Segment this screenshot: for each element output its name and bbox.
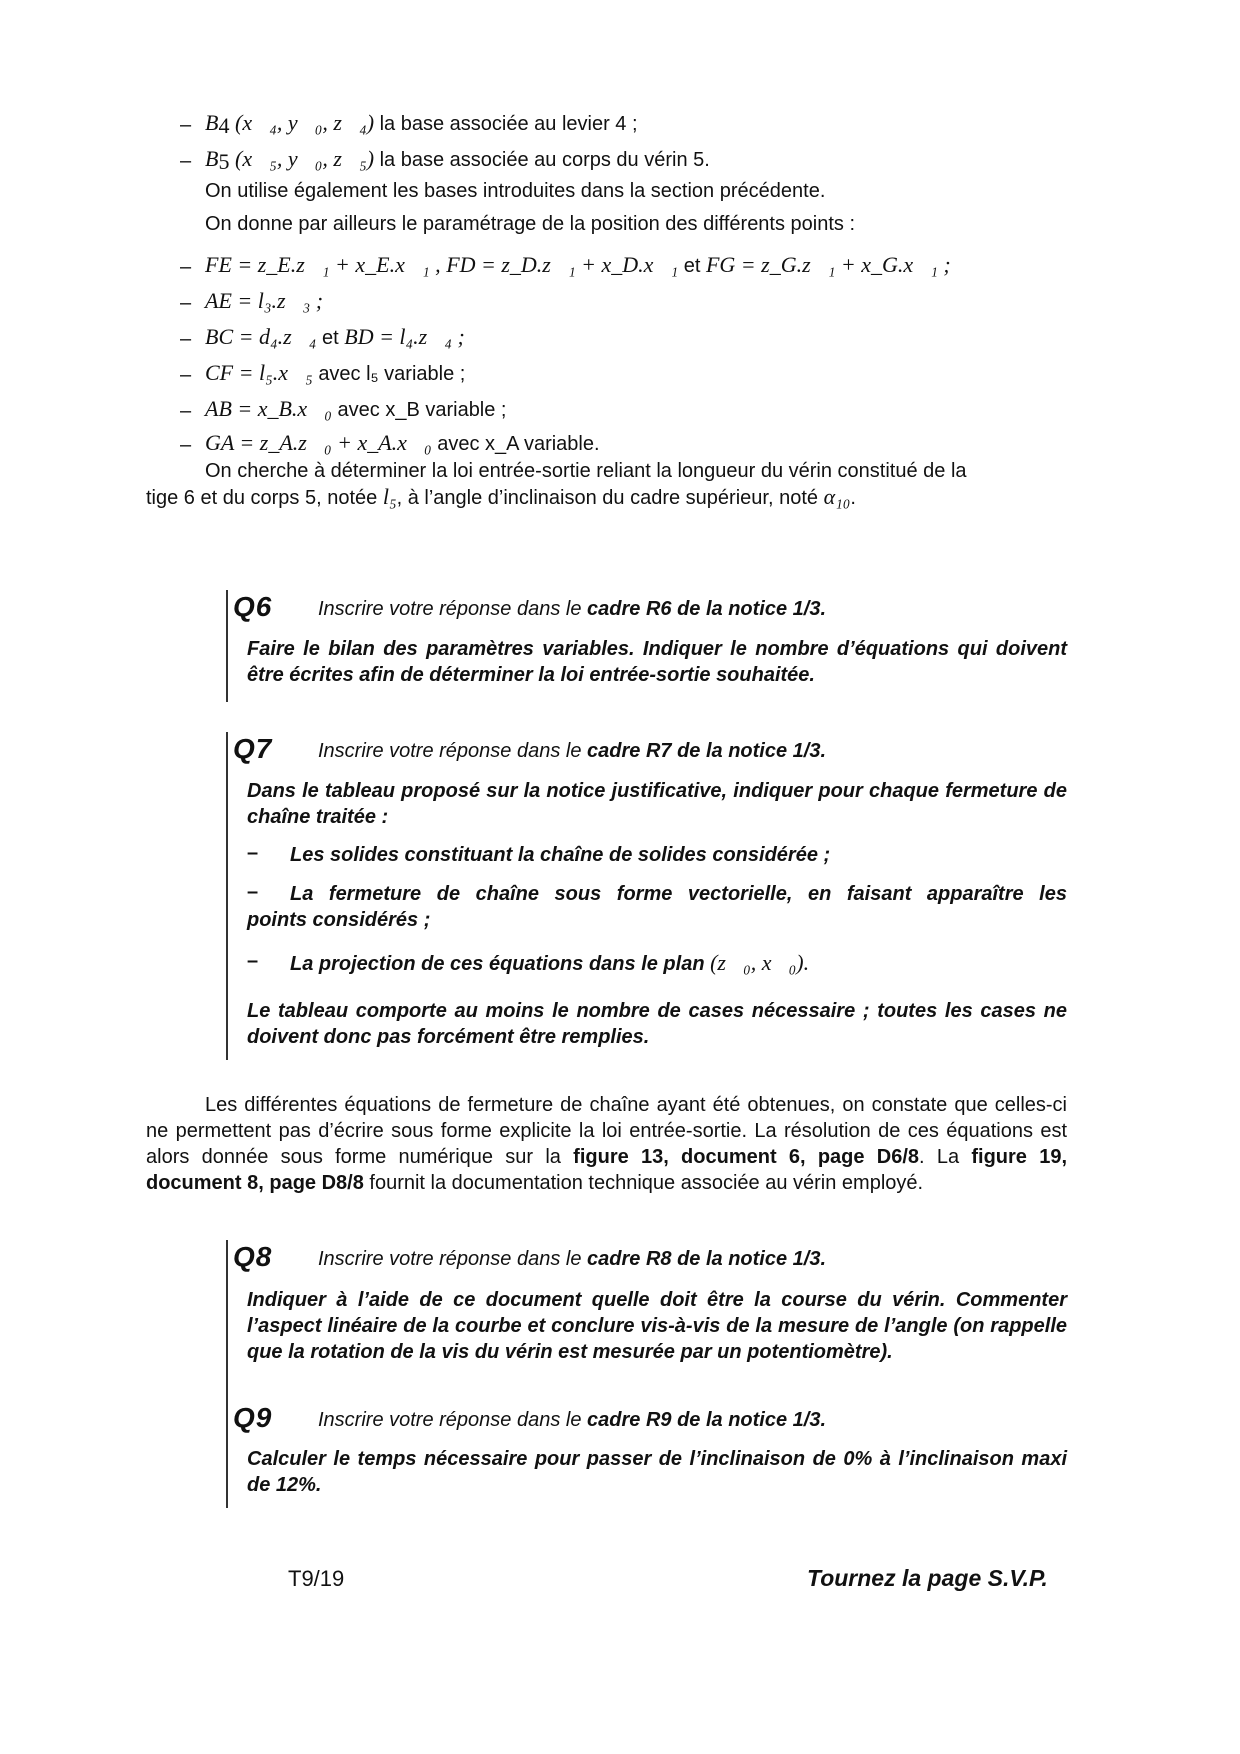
turn-page-note: Tournez la page S.V.P. (807, 1565, 1048, 1591)
vector-fe: FE = z_E.z⃗₁ + x_E.x⃗₁ , (205, 252, 441, 277)
conjunction: et (322, 327, 339, 349)
q7-item-3 (290, 950, 1067, 977)
question-box-q6 (226, 590, 228, 702)
vector-note: avec x_B variable ; (337, 399, 507, 421)
paragraph-text: fournit la documentation technique associée au vérin employé. (369, 1172, 924, 1194)
paragraph-text: . La (919, 1146, 960, 1168)
q7-item-2b: points considérés ; (247, 909, 431, 931)
intro-text: tige 6 et du corps 5, notée (146, 487, 378, 509)
math-sub: 5 (218, 149, 230, 174)
def-text: la base associée au levier 4 ; (379, 113, 638, 135)
def-text: la base associée au corps du vérin 5. (379, 149, 710, 171)
instruction-text: Inscrire votre réponse dans le (318, 1248, 588, 1270)
intro-text: . (850, 487, 856, 509)
bullet: – (180, 256, 192, 278)
math-args: (x⃗₅, y⃗₀, z⃗₅) (235, 146, 375, 171)
question-body-q7: Dans le tableau proposé sur la notice justificative, indiquer pour chaque fermeture de chaîne traitée : (247, 780, 1067, 828)
q7-item-2a: La fermeture de chaîne sous forme vectorielle, en faisant apparaître les (290, 883, 1067, 905)
note-parametrage: On donne par ailleurs le paramétrage de la position des différents points : (205, 213, 856, 235)
def-b5 (205, 146, 710, 172)
vec-bc-bd (205, 324, 465, 350)
question-box-q7 (226, 732, 228, 1060)
instruction-frame: cadre R9 de la notice 1/3. (587, 1409, 827, 1431)
instruction-frame: cadre R8 de la notice 1/3. (587, 1248, 827, 1270)
bullet: – (180, 292, 192, 314)
q7-item-1: Les solides constituant la chaîne de solides considérée ; (290, 844, 831, 866)
page-number: T9/19 (288, 1566, 345, 1591)
vector-cf: CF = l₅.x⃗₅ (205, 360, 313, 385)
bullet: – (180, 400, 192, 422)
bullet: – (180, 434, 192, 456)
question-label-q9: Q9 (233, 1402, 273, 1433)
math-l5: l₅ (382, 484, 397, 509)
bullet: – (180, 150, 192, 172)
question-instruction-q6 (318, 598, 826, 621)
question-instruction-q9 (318, 1409, 826, 1432)
instruction-text: Inscrire votre réponse dans le (318, 1409, 588, 1431)
vector-bc: BC = d₄.z⃗₄ (205, 324, 317, 349)
vector-ga: GA = z_A.z⃗₀ + x_A.x⃗₀ (205, 430, 432, 455)
vector-note: avec l₅ variable ; (318, 363, 466, 385)
question-label-q8: Q8 (233, 1241, 273, 1272)
vector-fg: FG = z_G.z⃗₁ + x_G.x⃗₁ ; (705, 252, 951, 277)
vec-fe-fd-fg (205, 252, 951, 278)
intro-line-2 (146, 484, 856, 511)
vector-fd: FD = z_D.z⃗₁ + x_D.x⃗₁ (446, 252, 679, 277)
instruction-frame: cadre R6 de la notice 1/3. (587, 598, 827, 620)
dash: – (247, 842, 259, 864)
intro-line-1: On cherche à déterminer la loi entrée-sortie reliant la longueur du vérin constitué de la (205, 460, 967, 482)
question-label-q7: Q7 (233, 733, 273, 764)
paragraph-ref: figure 13, document 6, page D6/8 (573, 1146, 920, 1168)
vec-ga (205, 430, 600, 456)
vector-bd: BD = l₄.z⃗₄ ; (344, 324, 465, 349)
dash: – (247, 881, 259, 903)
paragraph-text: Les différentes équations de fermeture de chaîne ayant été obtenues, on constate que celles-ci ne permettent pas d’écrire sous forme explicite la loi entrée-sortie. La résolution de ces équations est alors donnée sous forme numérique sur la (146, 1094, 1067, 1168)
def-b4 (205, 110, 638, 136)
math-plane: (z⃗₀, x⃗₀). (710, 950, 810, 975)
question-body-q6: Faire le bilan des paramètres variables. Indiquer le nombre d’équations qui doivent être écrites afin de déterminer la loi entrée-sortie souhaitée. (247, 638, 1067, 686)
math-alpha10: α₁₀ (823, 484, 851, 509)
vec-cf (205, 360, 465, 386)
paragraph-ref: figure 19, document 8, page D8/8 (146, 1146, 1067, 1194)
intro-text: , à l’angle d’inclinaison du cadre supérieur, noté (396, 487, 818, 509)
math-symbol: B (205, 146, 219, 171)
item-text: La projection de ces équations dans le plan (290, 953, 705, 975)
math-args: (x⃗₄, y⃗₀, z⃗₄) (235, 110, 375, 135)
results-paragraph (146, 1092, 1067, 1196)
instruction-frame: cadre R7 de la notice 1/3. (587, 740, 827, 762)
math-sub: 4 (218, 113, 230, 138)
bullet: – (180, 328, 192, 350)
question-instruction-q7 (318, 740, 826, 763)
bullet: – (180, 364, 192, 386)
conjunction: et (683, 255, 701, 277)
instruction-text: Inscrire votre réponse dans le (318, 598, 588, 620)
bullet: – (180, 114, 192, 136)
question-label-q6: Q6 (233, 591, 273, 622)
dash: – (247, 950, 259, 972)
question-box-q8-q9 (226, 1240, 228, 1508)
math-symbol: B (205, 110, 219, 135)
vec-ab (205, 396, 507, 422)
note-bases: On utilise également les bases introduites dans la section précédente. (205, 180, 826, 202)
vector-ae: AE = l₃.z⃗₃ ; (205, 288, 324, 313)
vector-ab: AB = x_B.x⃗₀ (205, 396, 332, 421)
question-body-q8: Indiquer à l’aide de ce document quelle doit être la course du vérin. Commenter l’aspect linéaire de la courbe et conclure vis-à-vis de la mesure de l’angle (on rappelle que la rotation de la vis du vérin est mesurée par un potentiomètre). (247, 1289, 1067, 1363)
question-body-q9: Calculer le temps nécessaire pour passer de l’inclinaison de 0% à l’inclinaison maxi de 12%. (247, 1448, 1067, 1496)
instruction-text: Inscrire votre réponse dans le (318, 740, 588, 762)
vector-note: avec x_A variable. (437, 433, 600, 455)
q7-note: Le tableau comporte au moins le nombre de cases nécessaire ; toutes les cases ne doivent donc pas forcément être remplies. (247, 1000, 1067, 1048)
vec-ae (205, 288, 323, 314)
question-instruction-q8 (318, 1248, 826, 1271)
